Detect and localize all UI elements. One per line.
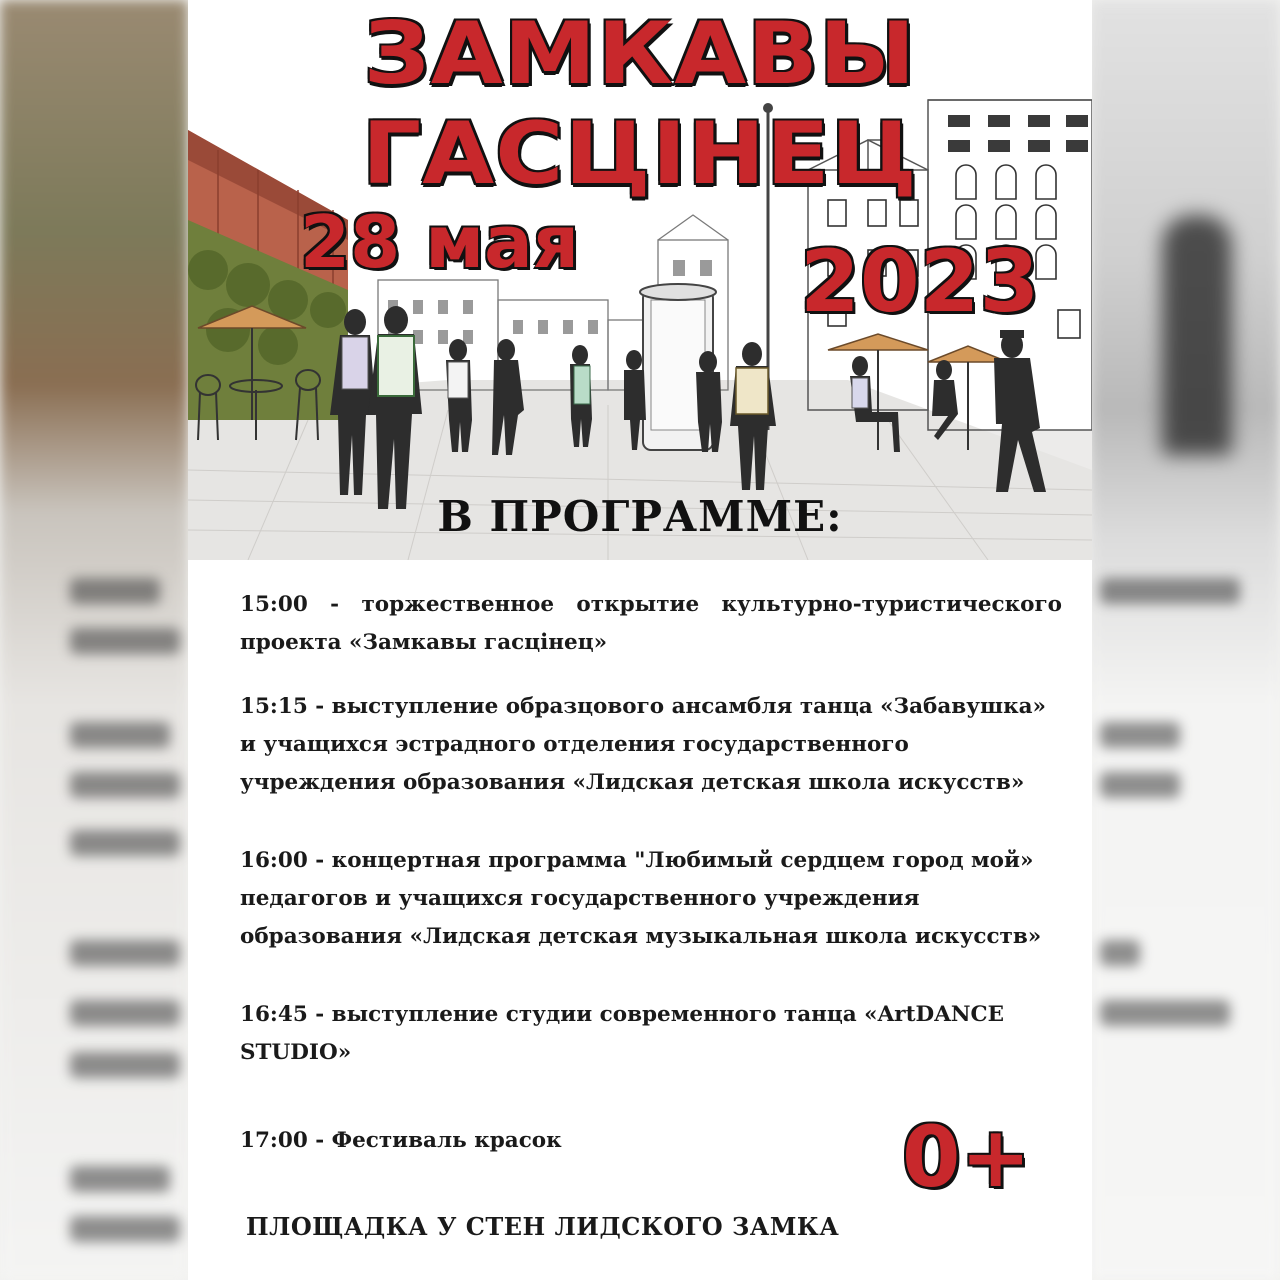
backdrop-text-blur [70,1000,180,1026]
schedule-list [240,586,1062,1160]
backdrop-text-blur [1100,578,1240,604]
event-poster [188,0,1092,1280]
backdrop-text-blur [70,772,180,798]
backdrop-text-blur [70,830,180,856]
schedule-item: 17:00 - Фестиваль красок [240,1128,562,1153]
backdrop-text-blur [70,722,170,748]
backdrop-right [1090,0,1280,1280]
backdrop-text-blur [70,628,180,654]
event-date-year: 2023 [800,232,1040,332]
venue-text: ПЛОЩАДКА У СТЕН ЛИДСКОГО ЗАМКА [246,1212,840,1241]
backdrop-text-blur [70,940,180,966]
schedule-item: 16:45 - выступление студии современного танца «ArtDANCE STUDIO» [240,1002,1005,1065]
backdrop-text-blur [70,1166,170,1192]
backdrop-text-blur [70,1052,180,1078]
backdrop-text-blur [1100,722,1180,748]
schedule-item: 15:00 - торжественное открытие культурно-туристического проекта «Замкавы гасцінец» [240,592,1062,655]
age-rating-badge: 0+ [902,1108,1031,1206]
backdrop-text-blur [1100,940,1140,966]
backdrop-text-blur [70,578,160,604]
backdrop-text-blur [1100,772,1180,798]
event-date-day: 28 мая [300,200,579,284]
schedule-item: 15:15 - выступление образцового ансамбля танца «Забавушка» и учащихся эстрадного отделения государственного учреждения образования «Лидская детская школа искусств» [240,694,1046,795]
backdrop-text-blur [1100,1000,1230,1026]
backdrop-figure-blur [1162,215,1232,455]
schedule-item: 16:00 - концертная программа "Любимый сердцем город мой» педагогов и учащихся государственного учреждения образования «Лидская детская музыкальная школа искусств» [240,848,1042,949]
poster-title: ЗАМКАВЫ ГАСЦІНЕЦ [362,4,918,204]
backdrop-text-blur [70,1216,180,1242]
program-heading: В ПРОГРАММЕ: [437,492,843,541]
